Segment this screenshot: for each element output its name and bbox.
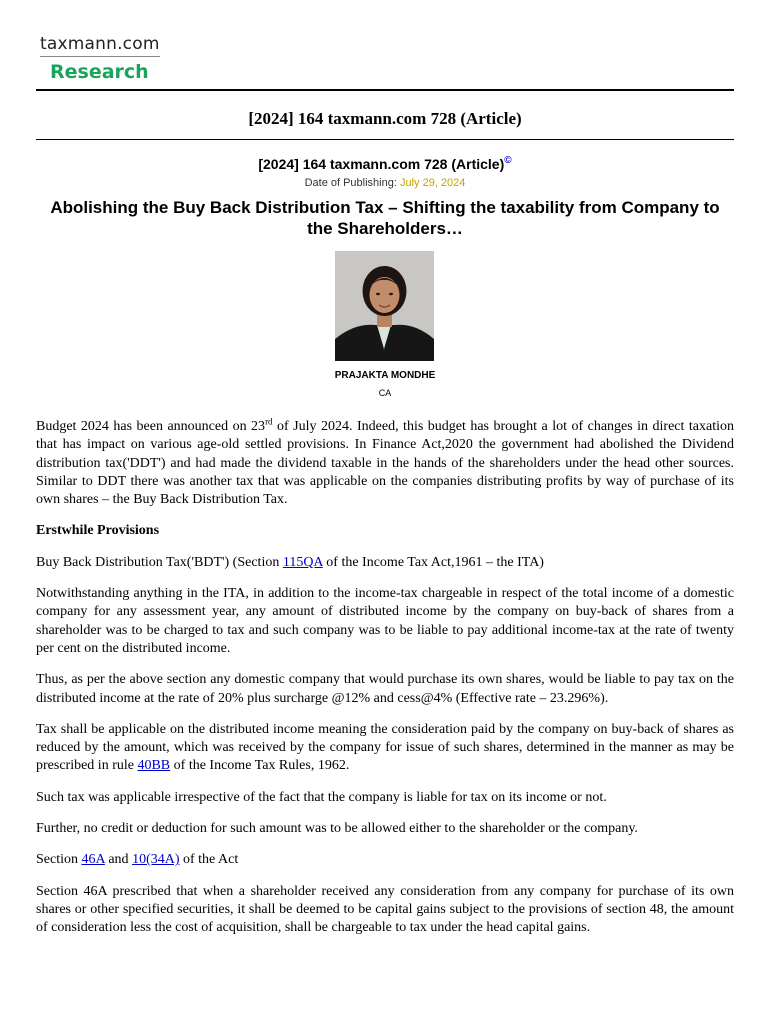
paragraph-bdt: Buy Back Distribution Tax('BDT') (Section 115QA of the Income Tax Act,1961 – the ITA) bbox=[36, 554, 544, 570]
author-photo bbox=[335, 251, 434, 361]
header-rule-bottom bbox=[36, 139, 734, 140]
author-name: PRAJAKTA MONDHE bbox=[334, 370, 436, 381]
article-citation: [2024] 164 taxmann.com 728 (Article)© bbox=[258, 155, 512, 172]
link-section-10-34a[interactable]: 10(34A) bbox=[132, 852, 180, 868]
paragraph-no-credit: Further, no credit or deduction for such amount was to be allowed either to the shareholder or the company. bbox=[36, 821, 638, 837]
publishing-date: Date of Publishing: July 29, 2024 bbox=[304, 177, 466, 189]
logo-research-text: Research bbox=[50, 61, 149, 83]
link-section-115qa[interactable]: 115QA bbox=[282, 554, 323, 570]
paragraph-section-46a-heading: Section 46A and 10(34A) of the Act bbox=[36, 852, 239, 868]
article-title: Abolishing the Buy Back Distribution Tax – Shifting the taxability from Company to the Shareholders… bbox=[50, 198, 720, 238]
paragraph-section-46a: Section 46A prescribed that when a shareholder received any consideration from any company for purchase of its own shares or other specified securities, it shall be deemed to be capital gains subject to the provisions of section 48, the amount of consideration less the cost of acquisition, shall be chargeable to tax under the head capital gains. bbox=[36, 883, 734, 936]
link-rule-40bb[interactable]: 40BB bbox=[137, 758, 171, 774]
taxmann-research-logo[interactable] bbox=[40, 34, 160, 84]
paragraph-effective-rate: Thus, as per the above section any domestic company that would purchase its own shares, would be liable to pay tax on the distributed income at the rate of 20% plus surcharge @12% and cess@4% (Effective rate – 23.296%). bbox=[36, 672, 734, 706]
link-section-46a[interactable]: 46A bbox=[81, 852, 105, 868]
section-heading-erstwhile-provisions: Erstwhile Provisions bbox=[36, 523, 160, 539]
author-qualification: CA bbox=[378, 388, 392, 398]
paragraph-intro: Budget 2024 has been announced on 23rd of July 2024. Indeed, this budget has brought a lot of changes in direct taxation that has impact on various age-old settled provisions. In Finance Act,2020 the government had abolished the Dividend distribution tax('DDT') and had made the dividend taxable in the hands of the shareholders under the head other sources. Similar to DDT there was another tax that was applicable on the companies distributing profits by way of purchase of its own shares – the Buy Back Distribution Tax. bbox=[36, 416, 734, 508]
author-portrait-image bbox=[335, 251, 434, 361]
logo-brand-text: taxmann.com bbox=[40, 34, 160, 54]
article-body bbox=[36, 418, 734, 951]
header-rule-top bbox=[36, 89, 734, 91]
paragraph-irrespective: Such tax was applicable irrespective of the fact that the company is liable for tax on its income or not. bbox=[36, 789, 607, 805]
logo-divider bbox=[40, 56, 160, 57]
paragraph-notwithstanding: Notwithstanding anything in the ITA, in addition to the income-tax chargeable in respect of the total income of a domestic company for any assessment year, any amount of distributed income by the company on buy-back of shares from a shareholder was to be charged to tax and such company was to be liable to pay additional income-tax at the rate of twenty per cent on the distributed income. bbox=[36, 586, 734, 656]
publishing-date-value: July 29, 2024 bbox=[399, 177, 466, 189]
header-citation: [2024] 164 taxmann.com 728 (Article) bbox=[248, 109, 522, 128]
copyright-link[interactable]: © bbox=[504, 155, 512, 167]
paragraph-distributed-income: Tax shall be applicable on the distributed income meaning the consideration paid by the company on buy-back of shares as reduced by the amount, which was received by the company for issue of such shares, determined in the manner as may be prescribed in rule 40BB of the Income Tax Rules, 1962. bbox=[36, 721, 734, 774]
